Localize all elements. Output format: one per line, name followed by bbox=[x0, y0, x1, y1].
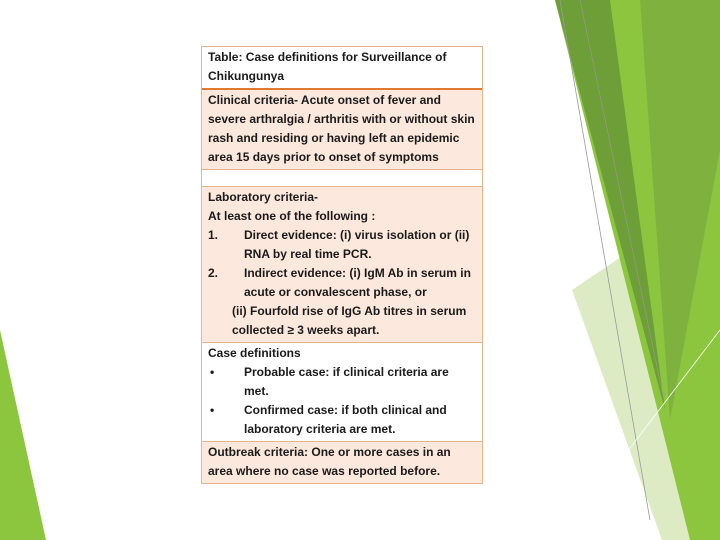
table-title-cell bbox=[202, 47, 482, 90]
bullet-icon: • bbox=[210, 365, 215, 379]
lab-item-text: Direct evidence: (i) virus isolation or (ii) RNA by real time PCR. bbox=[244, 228, 470, 261]
lab-item-text: Indirect evidence: (i) IgM Ab in serum in acute or convalescent phase, or bbox=[244, 266, 471, 299]
table-title: Table: Case definitions for Surveillance of Chikungunya bbox=[208, 50, 447, 83]
case-definitions-cell bbox=[202, 343, 482, 442]
lab-criteria-intro: At least one of the following : bbox=[208, 209, 376, 223]
case-definitions-heading: Case definitions bbox=[208, 346, 301, 360]
laboratory-criteria-cell bbox=[202, 187, 482, 343]
case-item bbox=[208, 363, 476, 401]
case-definitions-table bbox=[201, 46, 483, 484]
lab-item bbox=[208, 226, 476, 264]
clinical-criteria-cell bbox=[202, 90, 482, 170]
lab-item bbox=[208, 264, 476, 302]
bullet-icon: • bbox=[210, 403, 215, 417]
lab-item-number: 2. bbox=[208, 266, 219, 280]
case-item-text: Confirmed case: if both clinical and laboratory criteria are met. bbox=[244, 403, 447, 436]
blank-spacer-row bbox=[202, 170, 482, 187]
outbreak-criteria-cell bbox=[202, 442, 482, 483]
lab-criteria-heading: Laboratory criteria- bbox=[208, 190, 319, 204]
left-green-triangle bbox=[0, 330, 46, 540]
case-item bbox=[208, 401, 476, 439]
outbreak-criteria-text: Outbreak criteria: One or more cases in an area where no case was reported before. bbox=[208, 445, 451, 478]
clinical-criteria-text: Clinical criteria- Acute onset of fever and severe arthralgia / arthritis with or without skin rash and residing or having left an epidemic area 15 days prior to onset of symptoms bbox=[208, 93, 475, 164]
lab-item-number: 1. bbox=[208, 228, 219, 242]
case-item-text: Probable case: if clinical criteria are met. bbox=[244, 365, 449, 398]
lab-item-extra-text: (ii) Fourfold rise of IgG Ab titres in serum collected ≥ 3 weeks apart. bbox=[232, 304, 467, 337]
